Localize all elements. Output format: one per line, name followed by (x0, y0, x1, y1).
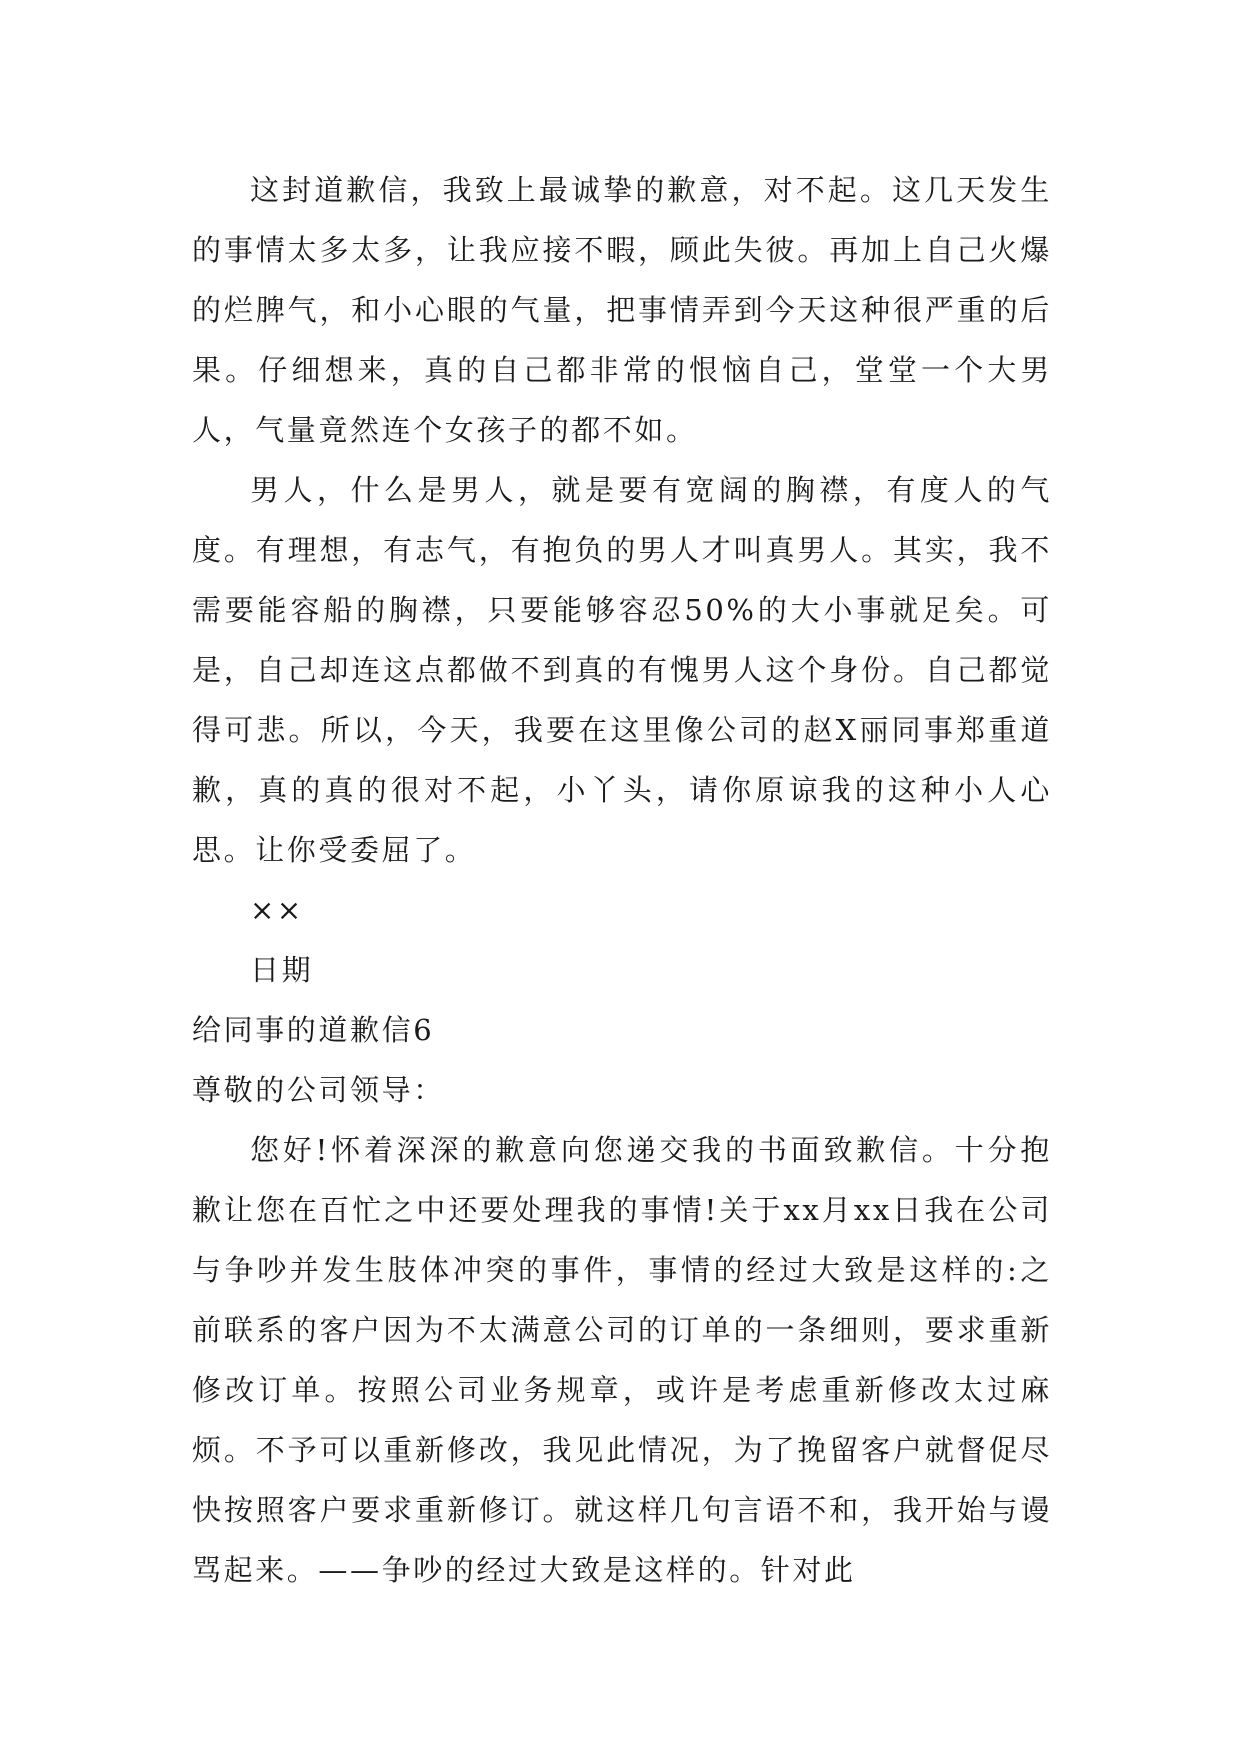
salutation: 尊敬的公司领导： (192, 1073, 445, 1107)
paragraph-apology-2: 男人，什么是男人，就是要有宽阔的胸襟，有度人的气度。有理想，有志气，有抱负的男人才叫真男人。其实，我不需要能容船的胸襟，只要能够容忍50%的大小事就足矣。可是，自己却连这点都做不到真的有愧男人这个身份。自己都觉得可悲。所以，今天，我要在这里像公司的赵X丽同事郑重道歉，真的真的很对不起，小丫头，请你原谅我的这种小人心思。让你受委屈了。 (192, 473, 1052, 867)
signature: ×× (250, 893, 304, 927)
section-title: 给同事的道歉信6 (192, 1013, 435, 1047)
paragraph-letter-body: 您好!怀着深深的歉意向您递交我的书面致歉信。十分抱歉让您在百忙之中还要处理我的事情!关于xx月xx日我在公司与争吵并发生肢体冲突的事件，事情的经过大致是这样的:之前联系的客户因为不太满意公司的订单的一条细则，要求重新修改订单。按照公司业务规章，或许是考虑重新修改太过麻烦。不予可以重新修改，我见此情况，为了挽留客户就督促尽快按照客户要求重新修订。就这样几句言语不和，我开始与谩骂起来。——争吵的经过大致是这样的。针对此 (192, 1133, 1052, 1587)
paragraph-apology-1: 这封道歉信，我致上最诚挚的歉意，对不起。这几天发生的事情太多太多，让我应接不暇，顾此失彼。再加上自己火爆的烂脾气，和小心眼的气量，把事情弄到今天这种很严重的后果。仔细想来，真的自己都非常的恨恼自己，堂堂一个大男人，气量竟然连个女孩子的都不如。 (192, 173, 1052, 447)
date-label: 日期 (250, 953, 314, 987)
document-body (192, 160, 1052, 1600)
